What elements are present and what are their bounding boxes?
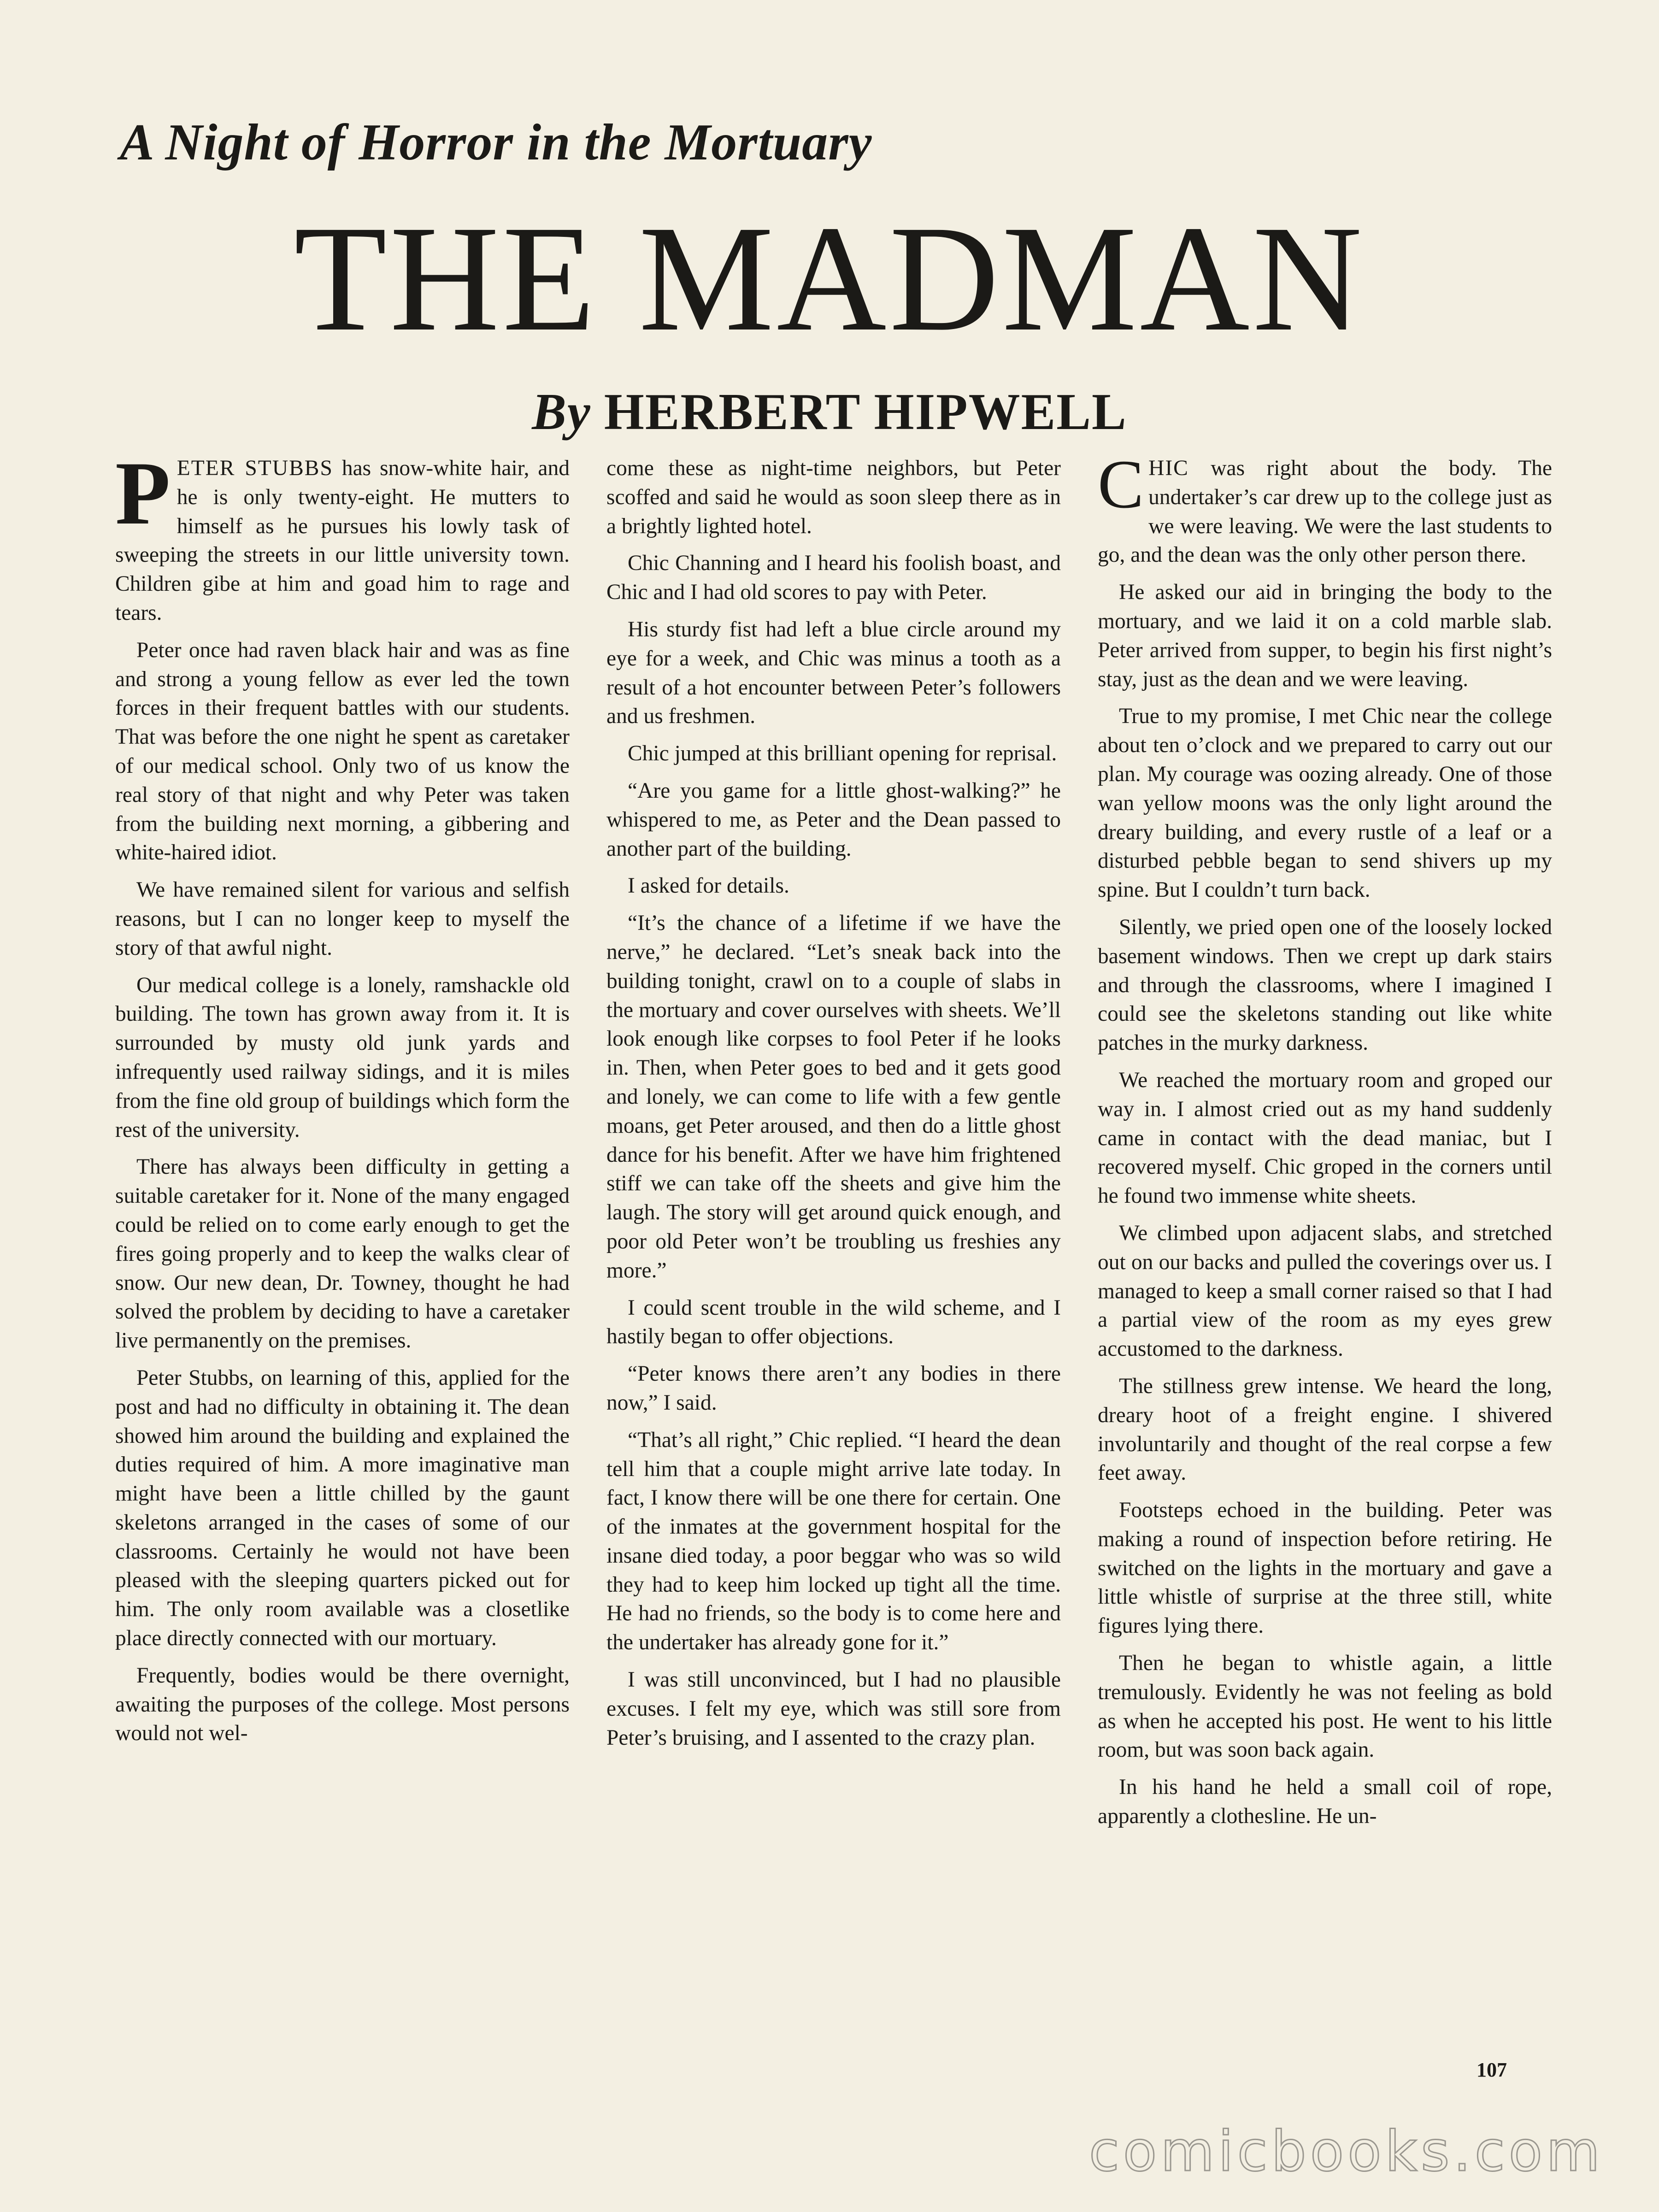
article-paragraph	[606, 1665, 1061, 1752]
paragraph-text: come these as night-time neighbors, but Peter scoffed and said he would as soon sleep there as in a brightly lighted hotel.	[606, 456, 1061, 538]
byline-by: By	[532, 383, 591, 441]
paragraph-text: Footsteps echoed in the building. Peter was making a round of inspection before retiring. He switched on the lights in the mortuary and gave a little whistle of surprise at the three still, white figures lying there.	[1098, 1498, 1552, 1638]
article-paragraph	[1098, 1372, 1552, 1488]
story-title: THE MADMAN	[294, 194, 1365, 363]
byline	[0, 382, 1659, 442]
paragraph-text: There has always been difficulty in getting a suitable caretaker for it. None of the many engaged could be relied on to come early enough to get the fires going properly and to keep the walks clear of snow. Our new dean, Dr. Towney, thought he had solved the problem by deciding to have a caretaker live permanently on the premises.	[115, 1155, 570, 1353]
paragraph-text: His sturdy fist had left a blue circle around my eye for a week, and Chic was minus a tooth as a result of a hot encounter between Peter’s followers and us freshmen.	[606, 617, 1061, 729]
article-paragraph	[606, 909, 1061, 1285]
drop-cap: P	[115, 454, 171, 543]
paragraph-text: I was still unconvinced, but I had no plausible excuses. I felt my eye, which was still sore from Peter’s bruising, and I assented to the crazy plan.	[606, 1668, 1061, 1750]
lead-in: ETER STUBBS	[176, 456, 333, 480]
paragraph-text: We climbed upon adjacent slabs, and stretched out on our backs and pulled the coverings over us. I managed to keep a small corner raised so that I had a partial view of the room as my eyes grew accustomed to the darkness.	[1098, 1221, 1552, 1361]
article-paragraph	[1098, 913, 1552, 1058]
drop-cap: C	[1098, 454, 1144, 523]
article-paragraph	[606, 871, 1061, 900]
article-paragraph	[606, 777, 1061, 863]
paragraph-text: He asked our aid in bringing the body to the mortuary, and we laid it on a cold marble slab. Peter arrived from supper, to begin his first night’s stay, just as the dean and we were leaving.	[1098, 580, 1552, 691]
article-paragraph	[606, 1294, 1061, 1352]
column-1	[115, 454, 570, 2094]
lead-in: HIC	[1148, 456, 1189, 480]
paragraph-text: Chic jumped at this brilliant opening for reprisal.	[628, 741, 1057, 766]
article-paragraph	[1098, 1773, 1552, 1831]
article-paragraph	[606, 454, 1061, 541]
article-paragraph	[1098, 702, 1552, 905]
paragraph-text: Peter Stubbs, on learning of this, applied for the post and had no difficulty in obtaining it. The dean showed him around the building and explained the duties required of him. A more imaginative man might have been a little chilled by the gaunt skeletons arranged in the cases of some of our classrooms. Certainly he would not have been pleased with the sleeping quarters picked out for him. The only room available was a closetlike place directly connected with our mortuary.	[115, 1365, 570, 1651]
article-paragraph	[1098, 1219, 1552, 1364]
paragraph-text: We have remained silent for various and selfish reasons, but I can no longer keep to myself the story of that awful night.	[115, 878, 570, 960]
page-number: 107	[1477, 2059, 1507, 2081]
byline-author: HERBERT HIPWELL	[604, 383, 1127, 441]
article-paragraph	[115, 1153, 570, 1355]
column-3	[1098, 454, 1552, 2094]
article-columns	[115, 454, 1553, 2094]
kicker-headline: A Night of Horror in the Mortuary	[120, 114, 872, 171]
article-paragraph	[115, 636, 570, 867]
column-2	[606, 454, 1061, 2094]
article-paragraph	[115, 876, 570, 962]
paragraph-text: Frequently, bodies would be there overnight, awaiting the purposes of the college. Most persons would not wel-	[115, 1663, 570, 1746]
paragraph-text: “That’s all right,” Chic replied. “I heard the dean tell him that a couple might arrive late today. In fact, I know there will be one there for certain. One of the inmates at the government hospital for the insane died today, a poor beggar who was so wild they had to keep him locked up tight all the time. He had no friends, so the body is to come here and the undertaker has already gone for it.”	[606, 1428, 1061, 1655]
article-paragraph	[1098, 454, 1552, 570]
article-paragraph	[606, 1359, 1061, 1418]
paragraph-text: Then he began to whistle again, a little tremulously. Evidently he was not feeling as bold as when he accepted his post. He went to his little room, but was soon back again.	[1098, 1651, 1552, 1762]
paragraph-text: Silently, we pried open one of the loosely locked basement windows. Then we crept up dark stairs and through the classrooms, where I imagined I could see the skeletons standing out like white patches in the murky darkness.	[1098, 915, 1552, 1055]
article-paragraph	[1098, 1496, 1552, 1641]
paragraph-text: I asked for details.	[628, 874, 789, 898]
paragraph-text: “It’s the chance of a lifetime if we have the nerve,” he declared. “Let’s sneak back into the building tonight, crawl on to a couple of slabs in the mortuary and cover ourselves with sheets. We’ll look enough like corpses to fool Peter if he looks in. Then, when Peter goes to bed and it gets good and lonely, we can come to life with a few gentle moans, get Peter aroused, and then do a little ghost dance for his benefit. After we have him frightened stiff we can take off the sheets and give him the laugh. The story will get around quick enough, and poor old Peter won’t be troubling us freshies any more.”	[606, 911, 1061, 1282]
paragraph-text: Peter once had raven black hair and was as fine and strong a young fellow as ever led the town forces in their frequent battles with our students. That was before the one night he spent as caretaker of our medical school. Only two of us know the real story of that night and why Peter was taken from the building next morning, a gibbering and white-haired idiot.	[115, 638, 570, 865]
paragraph-text: Our medical college is a lonely, ramshackle old building. The town has grown away from it. It is surrounded by musty old junk yards and infrequently used railway sidings, and it is miles from the fine old group of buildings which form the rest of the university.	[115, 973, 570, 1142]
paragraph-text: “Peter knows there aren’t any bodies in there now,” I said.	[606, 1362, 1061, 1415]
article-paragraph	[115, 1661, 570, 1748]
article-paragraph	[1098, 1066, 1552, 1211]
article-paragraph	[606, 615, 1061, 731]
article-paragraph	[115, 454, 570, 628]
article-paragraph	[606, 549, 1061, 607]
article-paragraph	[606, 1426, 1061, 1657]
article-paragraph	[1098, 578, 1552, 694]
paragraph-text: In his hand he held a small coil of rope, apparently a clothesline. He un-	[1098, 1775, 1552, 1829]
paragraph-text: was right about the body. The undertaker’s car drew up to the college just as we were leaving. We were the last students to go, and the dean was the only other person there.	[1098, 456, 1552, 567]
paragraph-text: We reached the mortuary room and groped our way in. I almost cried out as my hand suddenly came in contact with the dead maniac, but I recovered myself. Chic groped in the corners until he found two immense white sheets.	[1098, 1068, 1552, 1208]
paragraph-text: Chic Channing and I heard his foolish boast, and Chic and I had old scores to pay with Peter.	[606, 551, 1061, 605]
paragraph-text: has snow-white hair, and he is only twenty-eight. He mutters to himself as he pursues his lowly task of sweeping the streets in our little university town. Children gibe at him and goad him to rage and tears.	[115, 456, 570, 625]
article-paragraph	[115, 971, 570, 1145]
article-paragraph	[1098, 1649, 1552, 1765]
paragraph-text: I could scent trouble in the wild scheme, and I hastily began to offer objections.	[606, 1295, 1061, 1349]
watermark-logo: comicbooks.com	[1088, 2120, 1604, 2184]
paragraph-text: The stillness grew intense. We heard the long, dreary hoot of a freight engine. I shivered involuntarily and thought of the real corpse a few feet away.	[1098, 1374, 1552, 1485]
article-paragraph	[606, 739, 1061, 768]
paragraph-text: True to my promise, I met Chic near the college about ten o’clock and we prepared to carry out our plan. My courage was oozing already. One of those wan yellow moons was the only light around the dreary building, and every rustle of a leaf or a disturbed pebble began to send shivers up my spine. But I couldn’t turn back.	[1098, 704, 1552, 902]
paragraph-text: “Are you game for a little ghost-walking?” he whispered to me, as Peter and the Dean passed to another part of the building.	[606, 778, 1061, 861]
article-paragraph	[115, 1364, 570, 1653]
